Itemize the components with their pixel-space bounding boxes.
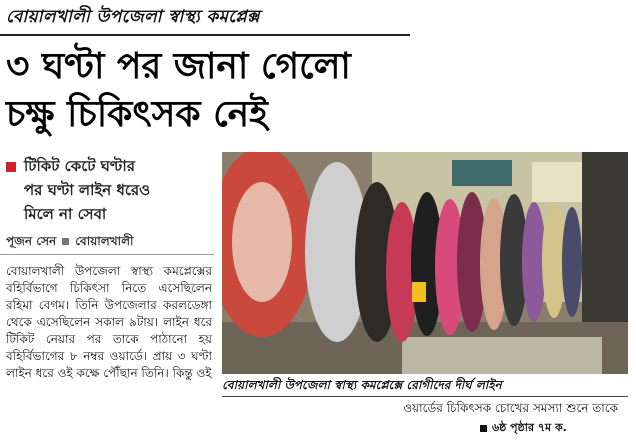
byline-rule [0,254,214,255]
caption-rule [222,396,628,397]
photo-caption: বোয়ালখালী উপজেলা স্বাস্থ্য কমপ্লেক্সে রোগীদের দীর্ঘ লাইন [222,378,502,392]
article-body [6,263,212,382]
subhead-line-2: পর ঘণ্টা লাইন ধরেও [24,181,151,199]
byline-author: পূজন সেন [6,234,57,248]
queue-photo-illustration [222,152,628,374]
byline [6,233,133,253]
article-continuation: ওয়ার্ডের চিকিৎসক চোখের সমস্যা শুনে তাকে [403,401,618,415]
article-photo [222,152,628,374]
subhead-bullet-icon [6,162,16,172]
kicker-underline [0,34,410,36]
headline-line-2: চক্ষু চিকিৎসক নেই [6,93,268,135]
article-subhead [6,154,211,226]
subhead-line-3: মিলে না সেবা [24,205,107,223]
jump-bullet-icon [480,425,487,432]
jump-text: ৬ষ্ঠ পৃষ্ঠার ৭ম ক. [492,421,567,434]
subhead-line-1: টিকিট কেটে ঘণ্টার [24,157,135,175]
headline-line-1: ৩ ঘণ্টা পর জানা গেলো [6,45,351,87]
byline-separator-icon [62,238,69,245]
article-headline [6,42,506,138]
byline-place: বোয়ালখালী [75,234,134,248]
article-kicker: বোয়ালখালী উপজেলা স্বাস্থ্য কমপ্লেক্স [6,7,260,27]
jump-line [480,419,567,438]
article-body-text: বোয়ালখালী উপজেলা স্বাস্থ্য কমপ্লেক্সের বহির্বিভাগে চিকিৎসা নিতে এসেছিলেন রহিমা বেগম। তিনি উপজেলার করলডেঙ্গা থেকে এসেছিলেন সকাল ৯টায়। লাইন ধরে টিকিট নেয়ার পর তাকে পাঠানো হয় বহির্বিভাগের ৮ নম্বর ওয়ার্ডে। প্রায় ৩ ঘণ্টা লাইন ধরে ওই কক্ষে পৌঁছান তিনি। কিন্তু ওই [6,264,212,380]
